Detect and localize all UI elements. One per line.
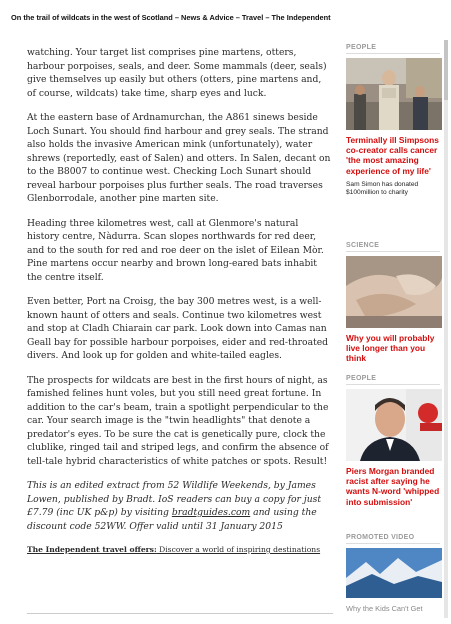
mountain-photo-image [346,548,442,598]
portrait-photo-image [346,389,442,461]
section-label: PEOPLE [346,44,440,54]
section-label: PEOPLE [346,375,440,385]
page-title: On the trail of wildcats in the west of Scotland – News & Advice – Travel – The Independent [11,13,331,22]
article-paragraph: At the eastern base of Ardnamurchan, the A861 sinews beside Loch Sunart. You should find harbour and grey seals. The strand also holds the invasive American mink (unfortunately), water shrews (reportedly, east of Salen) and otters. In Salen, decant on to the B8007 to continue west. Checking Loch Sunart should reveal harbour porpoises plus further seals. The road traverses Glenborrodale, another pine marten site. [27,112,331,204]
story-headline[interactable]: Piers Morgan branded racist after saying he wants N-word 'whipped into submission' [346,466,440,507]
video-thumbnail[interactable] [346,548,442,598]
sidebar-story[interactable] [346,242,442,364]
story-headline[interactable]: Why you will probably live longer than you think [346,333,435,364]
scrollbar[interactable] [444,40,448,618]
bradt-link[interactable]: bradtguides.com [171,507,251,518]
offers-link[interactable]: Discover a world of inspiring destinations [156,545,321,554]
story-headline[interactable]: Terminally ill Simpsons co-creator calls cancer 'the most amazing experience of my life' [346,135,439,176]
book-extract-note [27,479,333,533]
content-divider [27,613,333,614]
article-paragraph: watching. Your target list comprises pine martens, otters, harbour porpoises, seals, and deer. Some mammals (deer, seals) give themselves up easily but others (otters, pine martens and, of course, wildcats) take time, sharp eyes and luck. [27,47,327,99]
hands-photo-image [346,256,442,328]
section-label: PROMOTED VIDEO [346,534,440,544]
offers-label: The Independent travel offers: [27,545,157,554]
article-body [27,46,333,566]
story-thumbnail[interactable] [346,58,442,130]
article-paragraph: Heading three kilometres west, call at Glenmore's natural history centre, Nàdurra. Scan slopes northwards for red deer, and to the south for red and roe deer on the islet of Eilean Mòr. Pine martens occur nearby and brown long-eared bats inhabit the centre itself. [27,217,324,283]
article-paragraph: Even better, Port na Croisg, the bay 300 metres west, is a well-known haunt of otters and seals. Continue two kilometres west and stop at Cladh Chiarain car park. Look down into Camas nan Geall bay for possible harbour porpoises, eider and red-throated divers. And look up for golden and white-tailed eagles. [27,296,329,361]
sidebar-story[interactable] [346,44,442,198]
article-paragraph: The prospects for wildcats are best in the first hours of night, as famished felines hunt voles, but you still need great fortune. In addition to the car's beam, train a spotlight perpendicular to the car. Your search image is the "twin headlights" that denote a predator's eyes. To be sure the cat is genetically pure, clock the clublike, ringed tail and striped legs, and confirm the absence of tell-tale hybrid characteristics of white patches or spots. Result! [27,374,329,467]
story-standfirst: Sam Simon has donated $100million to charity [346,180,419,197]
scrollbar-thumb[interactable] [444,40,448,100]
street-photo-image [346,58,442,130]
sidebar-video[interactable] [346,534,442,613]
extract-text: This is an edited extract from 52 Wildlife Weekends, by James Lowen, published by Bradt. IoS readers can buy a copy for just £7.79 (inc UK p&p) by visiting [27,480,322,518]
extract-text: and using the discount code 52WW. Offer valid until 31 January 2015 [27,507,317,532]
video-title[interactable]: Why the Kids Can't Get [346,604,423,613]
sidebar-story[interactable] [346,375,442,507]
story-thumbnail[interactable] [346,389,442,461]
story-thumbnail[interactable] [346,256,442,328]
travel-offers-line[interactable] [27,544,333,555]
section-label: SCIENCE [346,242,440,252]
